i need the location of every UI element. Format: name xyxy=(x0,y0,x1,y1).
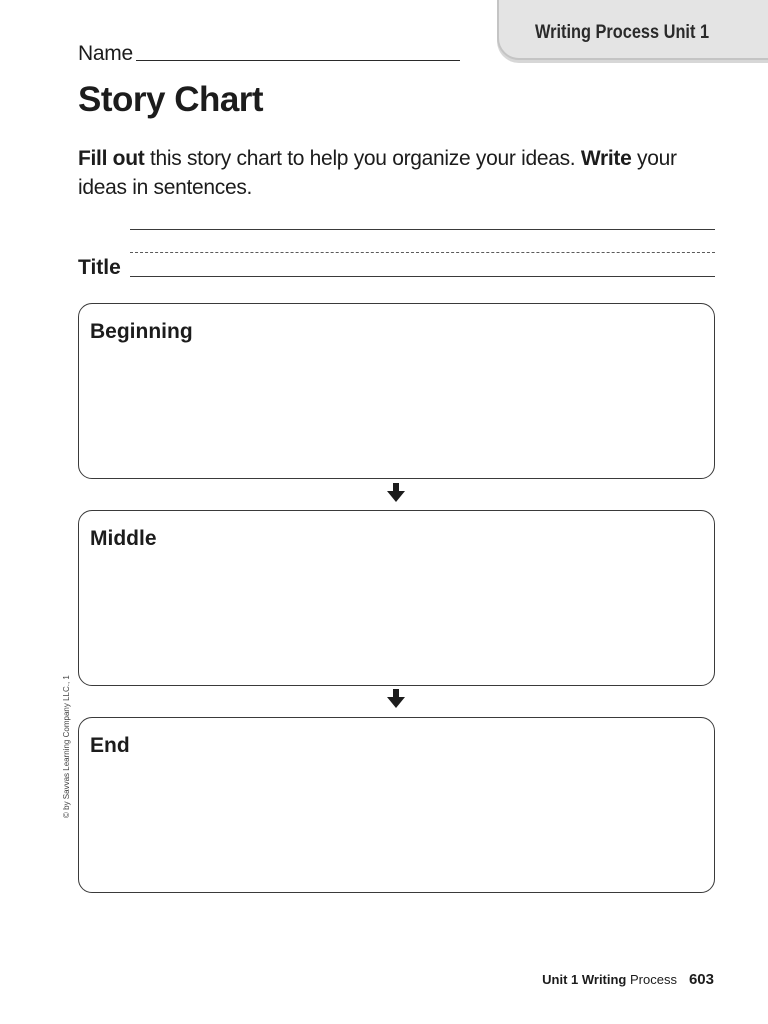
instructions-text-1: this story chart to help you organize your ideas. xyxy=(144,147,581,170)
box-label-beginning: Beginning xyxy=(90,320,193,343)
name-input-line[interactable] xyxy=(136,60,460,61)
story-box-end[interactable] xyxy=(78,717,715,893)
copyright-notice: © by Savvas Learning Company LLC., 1 xyxy=(62,675,71,818)
box-label-middle: Middle xyxy=(90,527,157,550)
unit-tab-label: Writing Process Unit 1 xyxy=(535,22,710,43)
title-top-line xyxy=(130,229,715,230)
unit-tab xyxy=(497,0,768,60)
instructions-verb-write: Write xyxy=(580,147,632,170)
footer-section: Process xyxy=(626,972,677,987)
page-title: Story Chart xyxy=(78,80,264,119)
down-arrow-icon xyxy=(385,482,407,504)
instructions xyxy=(78,144,728,202)
title-dashed-line xyxy=(130,252,715,253)
story-box-beginning[interactable] xyxy=(78,303,715,479)
name-row xyxy=(78,42,460,66)
title-input-line[interactable] xyxy=(130,276,715,277)
title-label: Title xyxy=(78,256,121,279)
story-box-middle[interactable] xyxy=(78,510,715,686)
page-footer xyxy=(542,971,714,988)
box-label-end: End xyxy=(90,734,130,757)
instructions-verb-fill-out: Fill out xyxy=(78,147,145,170)
page-number: 603 xyxy=(688,971,714,988)
instructions-text-2: your ideas in sentences. xyxy=(78,147,677,199)
down-arrow-icon xyxy=(385,688,407,710)
footer-unit: Unit 1 Writing xyxy=(542,972,627,987)
name-label: Name xyxy=(78,42,133,65)
